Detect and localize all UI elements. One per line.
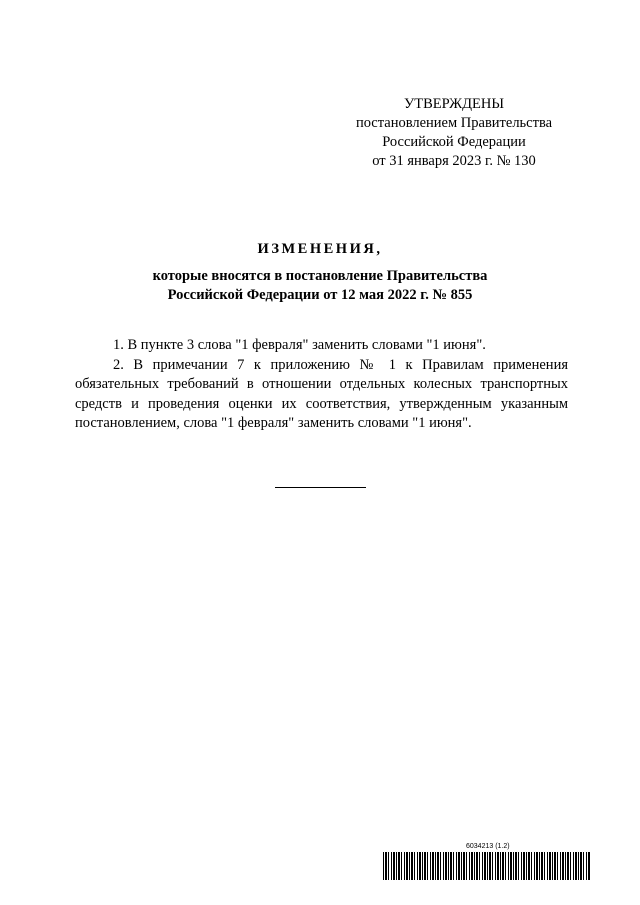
approval-date-number: от 31 января 2023 г. № 130 <box>372 153 536 169</box>
end-divider <box>275 487 366 488</box>
document-title: ИЗМЕНЕНИЯ, <box>257 241 383 257</box>
document-body <box>75 336 568 434</box>
barcode <box>383 852 590 880</box>
amendment-item-2: 2. В примечании 7 к приложению № 1 к Правилам применения обязательных требований в отношении отдельных колесных транспортных средств и проведения оценки их соответствия, утвержденным указанным постановлением, слова "1 февраля" заменить словами "1 июня". <box>75 356 568 431</box>
document-heading <box>60 240 580 305</box>
document-subtitle-line-2: Российской Федерации от 12 мая 2022 г. № 855 <box>167 287 473 303</box>
approval-block <box>340 95 568 171</box>
approval-issuer-country: Российской Федерации <box>382 134 526 150</box>
approval-issuer: постановлением Правительства <box>355 115 553 131</box>
document-subtitle-line-1: которые вносятся в постановление Правительства <box>152 268 488 284</box>
document-code: 6034213 (1.2) <box>466 843 510 850</box>
approval-title: УТВЕРЖДЕНЫ <box>403 96 505 112</box>
amendment-item-1: 1. В пункте 3 слова "1 февраля" заменить словами "1 июня". <box>113 337 486 353</box>
